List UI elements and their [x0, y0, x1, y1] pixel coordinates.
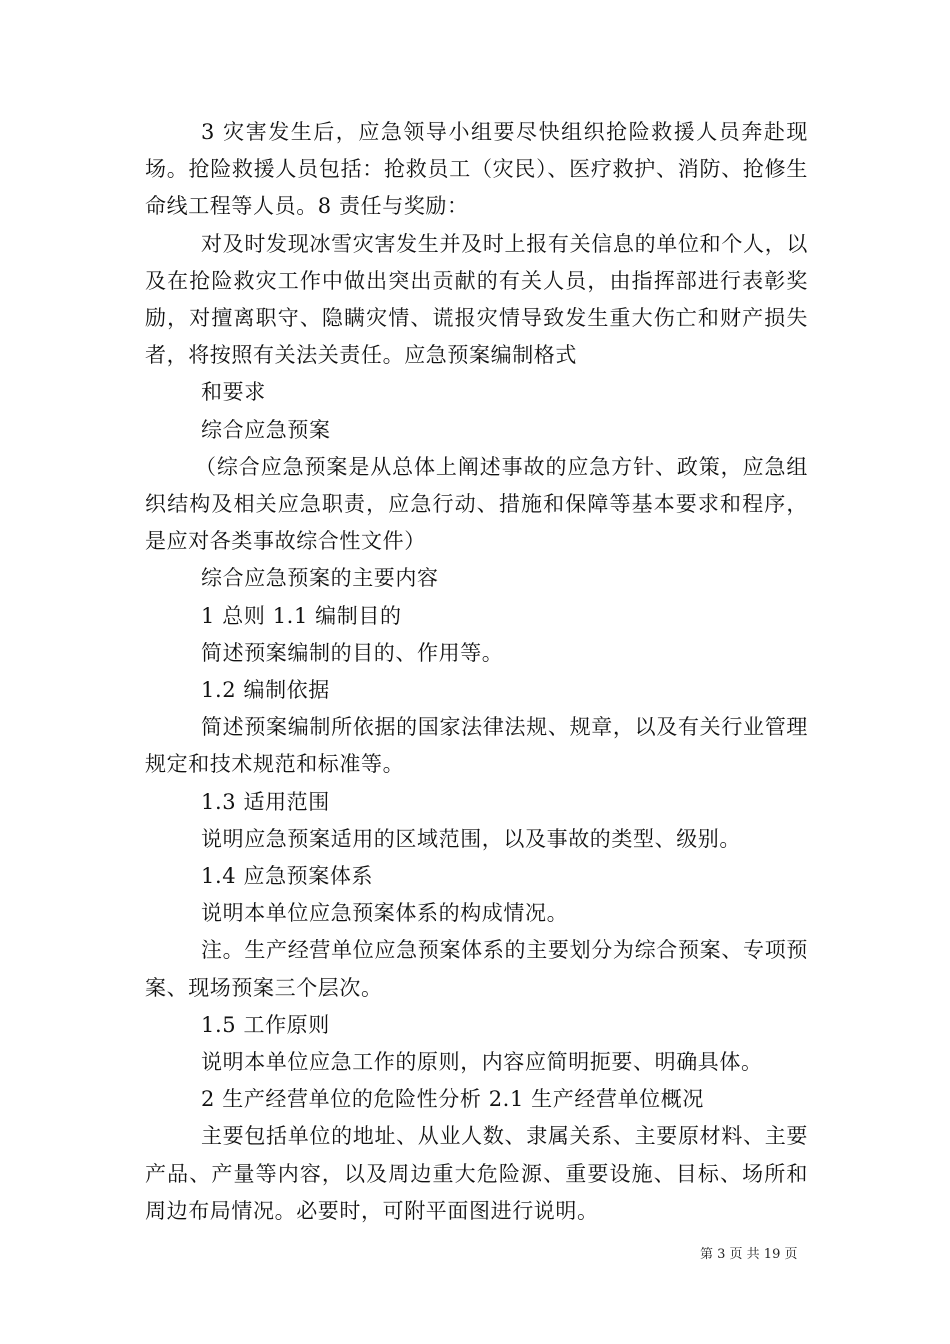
section-heading: 1.4 应急预案体系: [201, 864, 374, 889]
page-number-footer: 第 3 页 共 19 页: [700, 1247, 798, 1262]
section-heading: 1.2 编制依据: [201, 678, 330, 703]
note-paragraph: 注。生产经营单位应急预案体系的主要划分为综合预案、专项预案、现场预案三个层次。: [145, 938, 808, 1000]
paragraph: （综合应急预案是从总体上阐述事故的应急方针、政策，应急组织结构及相关应急职责，应急行动、措施和保障等基本要求和程序，是应对各类事故综合性文件）: [145, 454, 808, 554]
section-heading: 综合应急预案的主要内容: [201, 566, 439, 591]
paragraph: 简述预案编制所依据的国家法律法规、规章，以及有关行业管理规定和技术规范和标准等。: [145, 715, 808, 777]
paragraph: 说明本单位应急工作的原则，内容应简明扼要、明确具体。: [201, 1050, 763, 1075]
paragraph: 和要求: [201, 380, 266, 405]
paragraph: 3 灾害发生后，应急领导小组要尽快组织抢险救援人员奔赴现场。抢险救援人员包括：抢救员工（灾民）、医疗救护、消防、抢修生命线工程等人员。8 责任与奖励：: [145, 120, 808, 219]
section-heading: 1.5 工作原则: [201, 1012, 330, 1037]
section-heading: 1.3 适用范围: [201, 789, 330, 814]
paragraph: 主要包括单位的地址、从业人数、隶属关系、主要原材料、主要产品、产量等内容，以及周边重大危险源、重要设施、目标、场所和周边布局情况。必要时，可附平面图进行说明。: [145, 1124, 808, 1223]
section-heading: 2 生产经营单位的危险性分析 2.1 生产经营单位概况: [201, 1087, 704, 1112]
paragraph: 说明应急预案适用的区域范围，以及事故的类型、级别。: [201, 826, 741, 851]
paragraph: 说明本单位应急预案体系的构成情况。: [201, 901, 569, 926]
section-heading: 1 总则 1.1 编制目的: [201, 603, 402, 628]
paragraph: 对及时发现冰雪灾害发生并及时上报有关信息的单位和个人，以及在抢险救灾工作中做出突出贡献的有关人员，由指挥部进行表彰奖励，对擅离职守、隐瞒灾情、谎报灾情导致发生重大伤亡和财产损失者，将按照有关法关责任。应急预案编制格式: [145, 231, 808, 368]
paragraph: 简述预案编制的目的、作用等。: [201, 640, 504, 665]
section-heading: 综合应急预案: [201, 417, 331, 442]
document-body: [145, 114, 808, 1230]
